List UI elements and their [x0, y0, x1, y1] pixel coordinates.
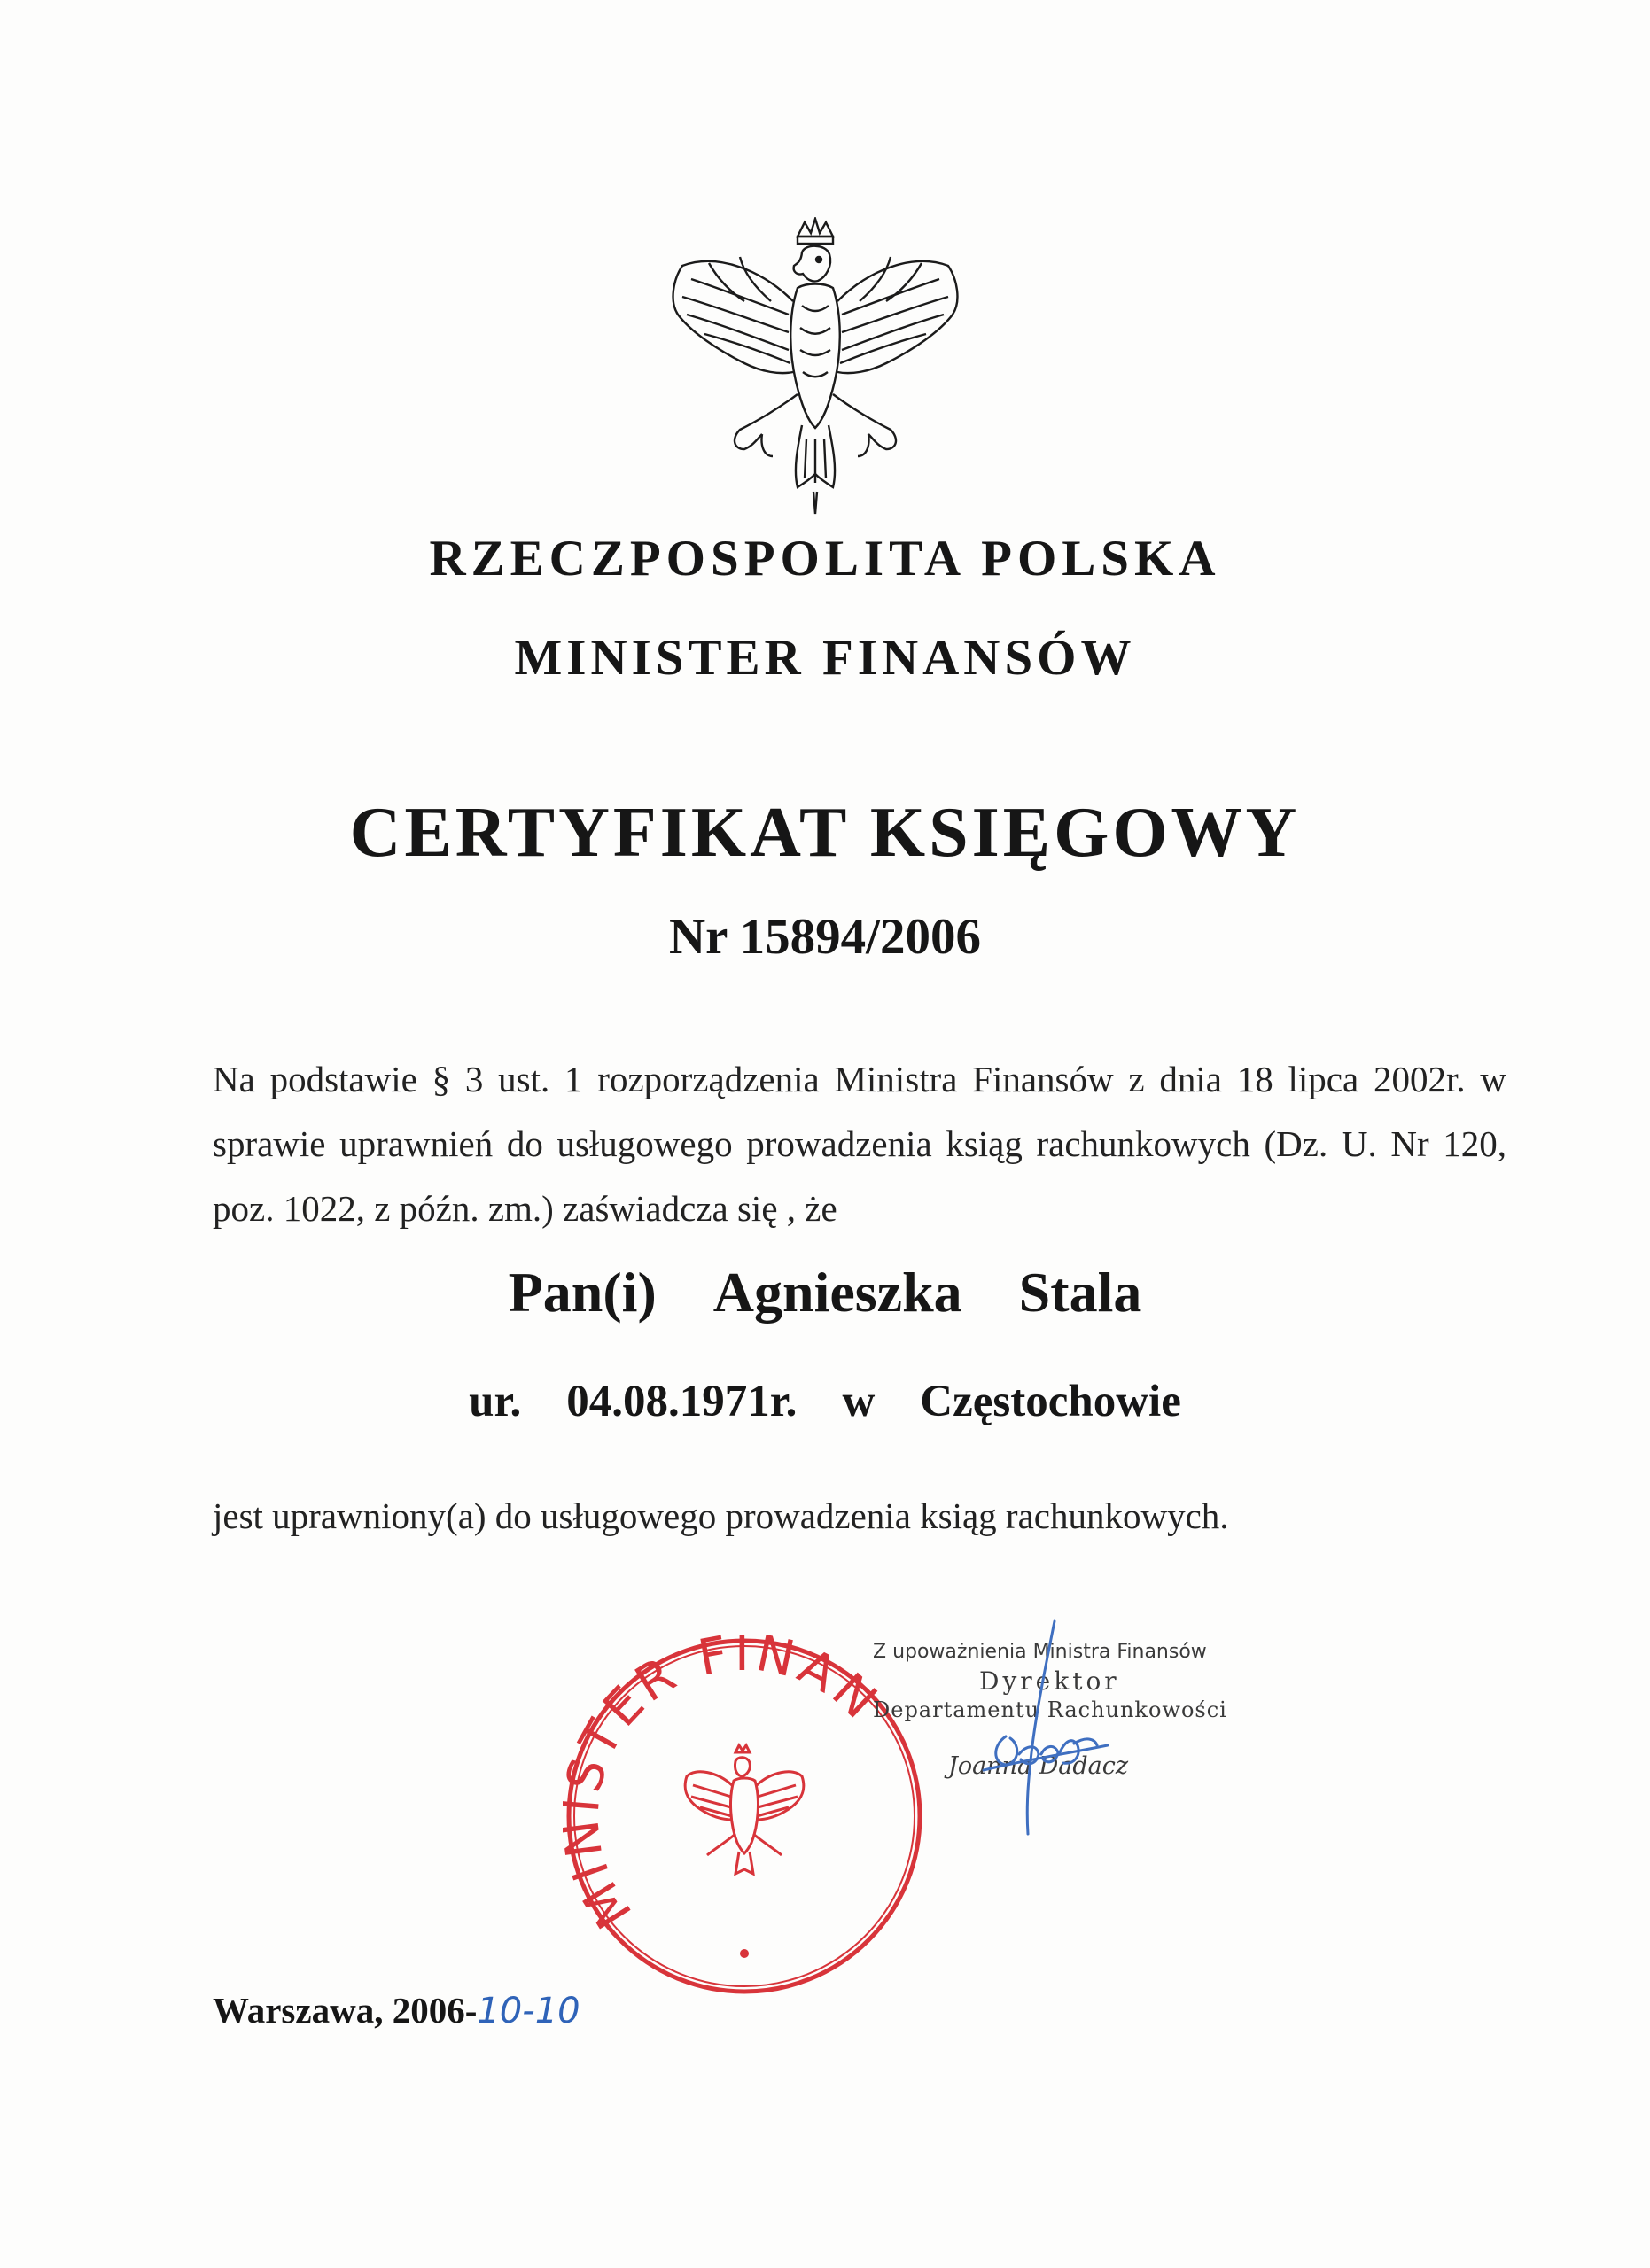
authorization-department: Departamentu Rachunkowości	[873, 1697, 1227, 1722]
authorization-line: Z upoważnienia Ministra Finansów	[873, 1641, 1207, 1663]
date-handwritten: 10-10	[477, 1991, 580, 2031]
coat-of-arms-eagle	[656, 217, 975, 523]
signatory-name: Joanna Dadacz	[948, 1752, 1129, 1780]
certificate-number: Nr 15894/2006	[668, 909, 982, 965]
authority-heading: MINISTER FINANSÓW	[514, 630, 1136, 686]
birth-date: 04.08.1971r.	[566, 1377, 798, 1426]
entitlement-statement: jest uprawniony(a) do usługowego prowadzenia ksiąg rachunkowych.	[213, 1495, 1229, 1536]
holder-name	[0, 1260, 1650, 1325]
stamp-seal-icon	[563, 1635, 926, 1998]
birth-prefix: ur.	[469, 1377, 522, 1426]
birth-line	[0, 1376, 1650, 1427]
country-heading: RZECZPOSPOLITA POLSKA	[429, 531, 1221, 586]
holder-prefix: Pan(i)	[508, 1261, 657, 1324]
place-date-printed: Warszawa, 2006-	[213, 1990, 478, 2031]
authorization-title: Dyrektor	[979, 1666, 1120, 1696]
svg-text:MINISTER FINANSÓW	[563, 1635, 891, 1976]
certificate-title: CERTYFIKAT KSIĘGOWY	[349, 794, 1301, 872]
place-and-date	[213, 1989, 580, 2031]
eagle-icon	[656, 217, 975, 523]
birth-in: w	[842, 1377, 876, 1426]
official-stamp	[563, 1635, 926, 1998]
stamp-star	[740, 1949, 749, 1958]
handwritten-signature	[922, 1612, 1152, 1843]
holder-last-name: Stala	[1018, 1261, 1142, 1324]
legal-basis-paragraph: Na podstawie § 3 ust. 1 rozporządzenia Ministra Finansów z dnia 18 lipca 2002r. w sprawie uprawnień do usługowego prowadzenia ksiąg rachunkowych (Dz. U. Nr 120, poz. 1022, z późn. zm.) zaświadcza się , że	[213, 1059, 1506, 1229]
birth-place: Częstochowie	[920, 1377, 1181, 1426]
stamp-text: MINISTER FINANSÓW	[563, 1635, 891, 1938]
signature-icon	[922, 1612, 1152, 1843]
holder-first-name: Agnieszka	[712, 1261, 962, 1324]
